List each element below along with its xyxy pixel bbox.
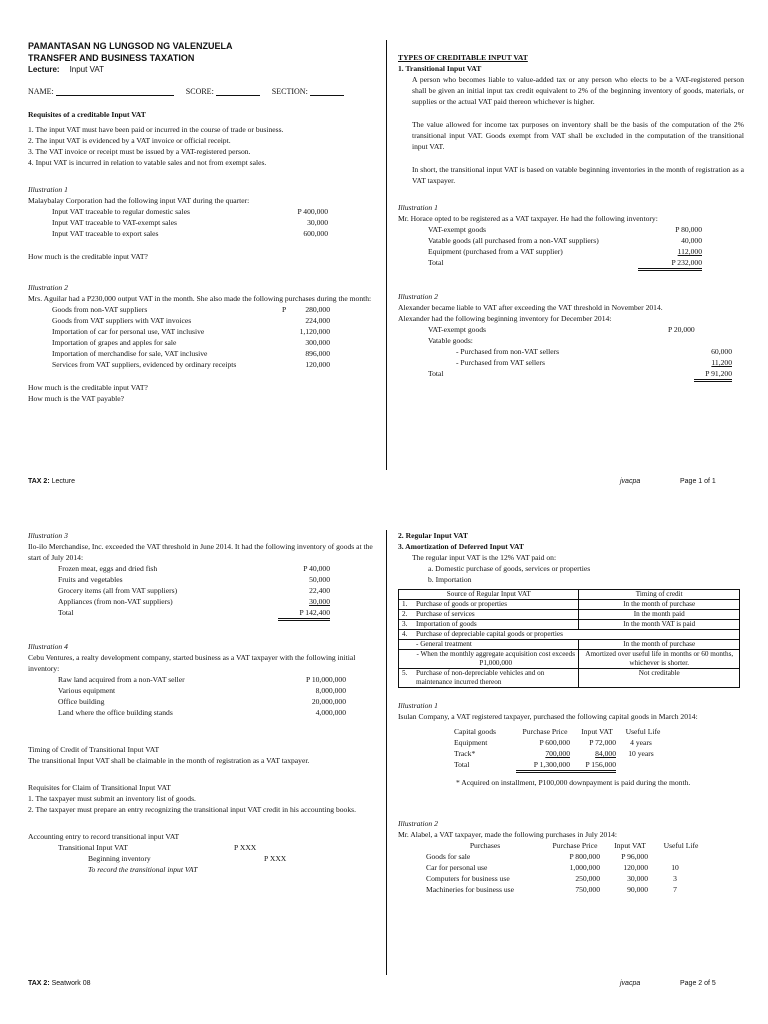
requisite-item: 3. The VAT invoice or receipt must be issued by a VAT-registered person. (28, 147, 251, 156)
requisites-title: Requisites of a creditable Input VAT (28, 110, 146, 119)
ill1-list (28, 206, 378, 239)
school-name: PAMANTASAN NG LUNGSOD NG VALENZUELA (28, 41, 233, 51)
table-row: - General treatment In the month of purchase (399, 640, 740, 650)
table-header-row (399, 590, 740, 600)
list-item: b. Importation (428, 575, 472, 584)
illustration-title: Illustration 1 (398, 203, 438, 212)
name-score-section-row (28, 86, 378, 97)
list-item: Services from VAT suppliers, evidenced by ordinary receipts 120,000 (52, 360, 330, 369)
list-item: Importation of car for personal use, VAT inclusive 1,120,000 (52, 327, 330, 336)
illustration-intro: Mr. Alabel, a VAT taxpayer, made the following purchases in July 2014: (398, 830, 618, 839)
list-item: Fruits and vegetables 50,000 (58, 575, 330, 584)
question: How much is the creditable input VAT? (28, 383, 148, 392)
table-row: Equipment P 600,000 P 72,000 4 years (454, 738, 652, 747)
inventory-list (398, 224, 744, 271)
table-row: Computers for business use 250,000 30,000 3 (426, 874, 677, 883)
list-item: Office building 20,000,000 (58, 697, 346, 706)
page2-footer-author: jvacpa (620, 980, 641, 987)
inventory-list (398, 324, 744, 382)
list-item: Raw land acquired from a non-VAT seller P 10,000,000 (58, 675, 346, 684)
journal-debit: Transitional Input VAT P XXX (58, 843, 257, 852)
list-item: - Purchased from VAT sellers 11,200 (456, 358, 732, 367)
list-item: Vatable goods (all purchased from a non-VAT suppliers) 40,000 (428, 236, 702, 245)
illustration-title: Illustration 4 (28, 642, 68, 651)
subsection-title: 1. Transitional Input VAT (398, 64, 482, 73)
purchases-table (398, 840, 744, 895)
score-field[interactable] (216, 86, 260, 96)
table-header-cell: Timing of credit (579, 590, 740, 600)
list-item: Equipment (purchased from a VAT supplier) 112,000 (428, 247, 702, 256)
list-item: VAT-exempt goods P 20,000 (428, 325, 695, 334)
page1-left-column (28, 40, 378, 510)
illustration-intro: Alexander had the following beginning inventory for December 2014: (398, 314, 612, 323)
list-item: - Purchased from non-VAT sellers 60,000 (456, 347, 732, 356)
timing-body: The transitional Input VAT shall be claimable in the month of registration as a VAT taxpayer. (28, 756, 310, 765)
table-row: Car for personal use 1,000,000 120,000 10 (426, 863, 679, 872)
capital-goods-table (398, 726, 744, 773)
lecture-line: Lecture: Input VAT (28, 65, 104, 74)
section-field[interactable] (310, 86, 344, 96)
illustration-title: Illustration 1 (398, 701, 438, 710)
illustration-title: Illustration 2 (28, 283, 68, 292)
table-row: - When the monthly aggregate acquisition cost exceeds P1,000,000 Amortized over useful life in months or 60 months, whichever is shorter. (399, 650, 740, 669)
column-divider (386, 530, 387, 975)
illustration-title: Illustration 3 (28, 531, 68, 540)
subject-title: TRANSFER AND BUSINESS TAXATION (28, 53, 195, 63)
list-item: VAT-exempt goods P 80,000 (428, 225, 702, 234)
list-item: Importation of merchandise for sale, VAT inclusive 896,000 (52, 349, 330, 358)
illustration-intro: Isulan Company, a VAT registered taxpayer, purchased the following capital goods in March 2014: (398, 712, 698, 721)
illustration-intro: Mr. Horace opted to be registered as a VAT taxpayer. He had the following inventory: (398, 214, 658, 223)
total-row: Total P 1,300,000 P 156,000 (454, 759, 744, 773)
section-title: TYPES OF CREDITABLE INPUT VAT (398, 53, 528, 62)
table-row: 3. Importation of goods In the month VAT is paid (399, 620, 740, 630)
total-row: Total P 232,000 (428, 257, 744, 271)
timing-title: Timing of Credit of Transitional Input VAT (28, 745, 160, 754)
illustration-title: Illustration 2 (398, 292, 438, 301)
inventory-list (28, 563, 378, 621)
page1-footer-author: jvacpa (620, 478, 641, 485)
claim-title: Requisites for Claim of Transitional Input VAT (28, 783, 171, 792)
paragraph: In short, the transitional input VAT is based on vatable beginning inventories in the month of registration as a VAT taxpayer. (412, 165, 744, 185)
table-row: 2. Purchase of services In the month paid (399, 610, 740, 620)
list-item: Goods from VAT suppliers with VAT invoices 224,000 (52, 316, 330, 325)
journal-credit: Beginning inventory P XXX (88, 854, 287, 863)
paragraph: The value allowed for income tax purposes on inventory shall be the basis of the computation of the 2% transitional input VAT. Goods exempt from VAT shall be excluded in the computation of the transitional input VAT. (412, 120, 744, 151)
list-item: Input VAT traceable to regular domestic sales P 400,000 (52, 207, 328, 216)
page2-right-column (398, 530, 744, 950)
table-header-row: Capital goods Purchase Price Input VAT Useful Life (454, 727, 661, 736)
requisite-item: 4. Input VAT is incurred in relation to vatable sales and not from exempt sales. (28, 158, 267, 167)
name-label: NAME: (28, 87, 54, 96)
list-item: Goods from non-VAT suppliers P 280,000 (52, 305, 330, 314)
illustration-intro: Mrs. Aguilar had a P230,000 output VAT in the month. She also made the following purchases during the month: (28, 294, 372, 303)
question: How much is the creditable input VAT? (28, 252, 148, 261)
score-label: SCORE: (185, 87, 214, 96)
input-vat-timing-table (398, 589, 740, 688)
claim-item: 2. The taxpayer must prepare an entry recognizing the transitional input VAT credit in his accounting books. (28, 805, 356, 814)
table-row: 4. Purchase of depreciable capital goods or properties (399, 630, 740, 640)
page1-right-column (398, 52, 744, 482)
list-item: a. Domestic purchase of goods, services or properties (428, 564, 591, 573)
ill2-list (28, 304, 378, 370)
table-row: Machineries for business use 750,000 90,000 7 (426, 885, 677, 894)
illustration-title: Illustration 2 (398, 819, 438, 828)
page2-left-column (28, 530, 378, 970)
total-row: Total P 142,400 (58, 607, 378, 621)
page1-footer-page: Page 1 of 1 (680, 478, 716, 485)
paragraph: The regular input VAT is the 12% VAT paid on: (412, 553, 557, 562)
journal-note: To record the transitional input VAT (88, 865, 198, 874)
table-header-cell: Source of Regular Input VAT (399, 590, 579, 600)
illustration-intro: Cebu Ventures, a realty development company, started business as a VAT taxpayer with the following initial inventory: (28, 653, 356, 673)
subsection-title: 2. Regular Input VAT (398, 531, 468, 540)
column-divider (386, 40, 387, 470)
section-label: SECTION: (271, 87, 308, 96)
requisite-item: 2. The input VAT is evidenced by a VAT invoice or official receipt. (28, 136, 231, 145)
illustration-intro: Malaybalay Corporation had the following input VAT during the quarter: (28, 196, 250, 205)
footnote: * Acquired on installment, P100,000 downpayment is paid during the month. (456, 778, 691, 787)
page2-footer-left: TAX 2: Seatwork 08 (28, 980, 91, 987)
claim-item: 1. The taxpayer must submit an inventory list of goods. (28, 794, 196, 803)
list-item: Land where the office building stands 4,000,000 (58, 708, 346, 717)
table-row: Track* 700,000 84,000 10 years (454, 749, 654, 758)
list-item: Frozen meat, eggs and dried fish P 40,000 (58, 564, 330, 573)
name-field[interactable] (56, 86, 174, 96)
illustration-title: Illustration 1 (28, 185, 68, 194)
table-row: Goods for sale P 800,000 P 96,000 (426, 852, 648, 861)
table-header-row: Purchases Purchase Price Input VAT Useful Life (469, 841, 699, 850)
question: How much is the VAT payable? (28, 394, 124, 403)
inventory-list (28, 674, 378, 718)
requisite-item: 1. The input VAT must have been paid or incurred in the course of trade or business. (28, 125, 284, 134)
page2-footer-page: Page 2 of 5 (680, 980, 716, 987)
subsection-title: 3. Amortization of Deferred Input VAT (398, 542, 524, 551)
table-row: 1. Purchase of goods or properties In the month of purchase (399, 600, 740, 610)
illustration-intro: Alexander became liable to VAT after exceeding the VAT threshold in November 2014. (398, 303, 663, 312)
list-item: Input VAT traceable to VAT-exempt sales 30,000 (52, 218, 328, 227)
page1-footer-left: TAX 2: Lecture (28, 478, 75, 485)
list-item: Appliances (from non-VAT suppliers) 30,000 (58, 597, 330, 606)
list-item: Grocery items (all from VAT suppliers) 22,400 (58, 586, 330, 595)
requisites-list (28, 124, 378, 168)
entry-title: Accounting entry to record transitional input VAT (28, 832, 180, 841)
table-row: 5. Purchase of non-depreciable vehicles and on maintenance incurred thereon Not creditable (399, 669, 740, 688)
illustration-intro: Ilo-ilo Merchandise, Inc. exceeded the VAT threshold in June 2014. It had the following inventory of goods at the start of July 2014: (28, 542, 373, 562)
list-item: Various equipment 8,000,000 (58, 686, 346, 695)
total-row: Total P 91,200 (428, 368, 744, 382)
list-item: Vatable goods: (428, 336, 473, 345)
list-item: Importation of grapes and apples for sale 300,000 (52, 338, 330, 347)
list-item: Input VAT traceable to export sales 600,000 (52, 229, 328, 238)
paragraph: A person who becomes liable to value-added tax or any person who elects to be a VAT-registered person shall be given an initial input tax credit equivalent to 2% of the beginning inventory of goods, materials, or supplies or the actual VAT paid thereon whichever is higher. (412, 75, 744, 106)
